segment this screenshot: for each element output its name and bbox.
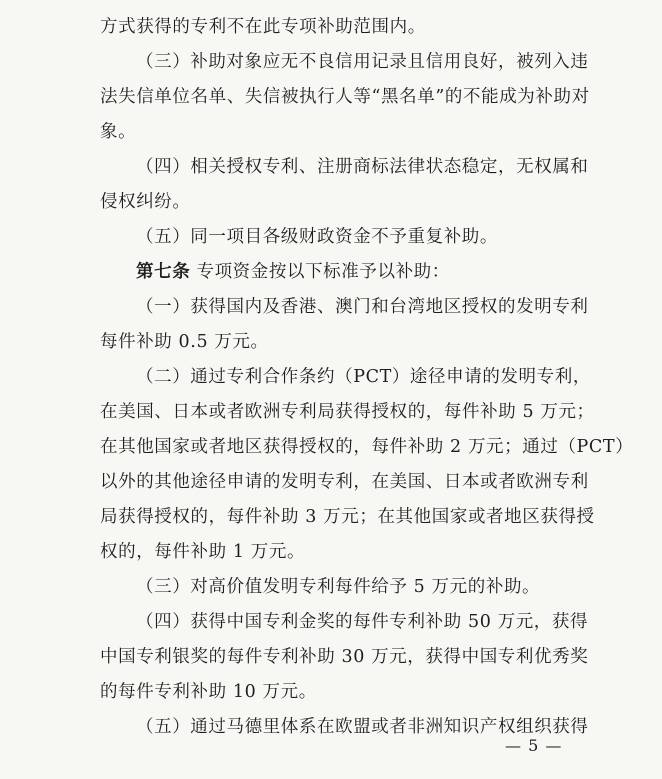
text-line: 权的，每件补助 1 万元。 bbox=[100, 542, 306, 562]
text-line: 在美国、日本或者欧洲专利局获得授权的，每件补助 5 万元； bbox=[100, 402, 595, 422]
text-line: （五）同一项目各级财政资金不予重复补助。 bbox=[136, 227, 498, 247]
text-line: 中国专利银奖的每件专利补助 30 万元，获得中国专利优秀奖 bbox=[100, 647, 589, 667]
text-line: 象。 bbox=[100, 122, 137, 142]
text-line: （四）获得中国专利金奖的每件专利补助 50 万元，获得 bbox=[136, 612, 589, 632]
text-line: （二）通过专利合作条约（PCT）途径申请的发明专利， bbox=[136, 367, 591, 387]
text-line: 局获得授权的，每件补助 3 万元；在其他国家或者地区获得授 bbox=[100, 507, 595, 527]
text-line: （一）获得国内及香港、澳门和台湾地区授权的发明专利 bbox=[136, 297, 589, 317]
text-line: 在其他国家或者地区获得授权的，每件补助 2 万元；通过（PCT） bbox=[100, 437, 634, 457]
text-line: 法失信单位名单、失信被执行人等“黑名单”的不能成为补助对 bbox=[100, 87, 590, 107]
text-line: （三）对高价值发明专利每件给予 5 万元的补助。 bbox=[136, 577, 541, 597]
article-line bbox=[136, 259, 580, 285]
article-text: 专项资金按以下标准予以补助： bbox=[196, 262, 450, 282]
text-line: （四）相关授权专利、注册商标法律状态稳定，无权属和 bbox=[136, 157, 589, 177]
text-line: （三）补助对象应无不良信用记录且信用良好，被列入违 bbox=[136, 52, 589, 72]
article-label: 第七条 bbox=[136, 262, 191, 282]
text-line: 以外的其他途径申请的发明专利，在美国、日本或者欧洲专利 bbox=[100, 472, 589, 492]
text-line: 的每件专利补助 10 万元。 bbox=[100, 682, 317, 702]
text-line: 每件补助 0.5 万元。 bbox=[100, 332, 269, 352]
page-number: — 5 — bbox=[505, 736, 563, 755]
text-line: 侵权纠纷。 bbox=[100, 192, 191, 212]
text-line: （五）通过马德里体系在欧盟或者非洲知识产权组织获得 bbox=[136, 717, 589, 737]
text-line: 方式获得的专利不在此专项补助范围内。 bbox=[100, 17, 426, 37]
